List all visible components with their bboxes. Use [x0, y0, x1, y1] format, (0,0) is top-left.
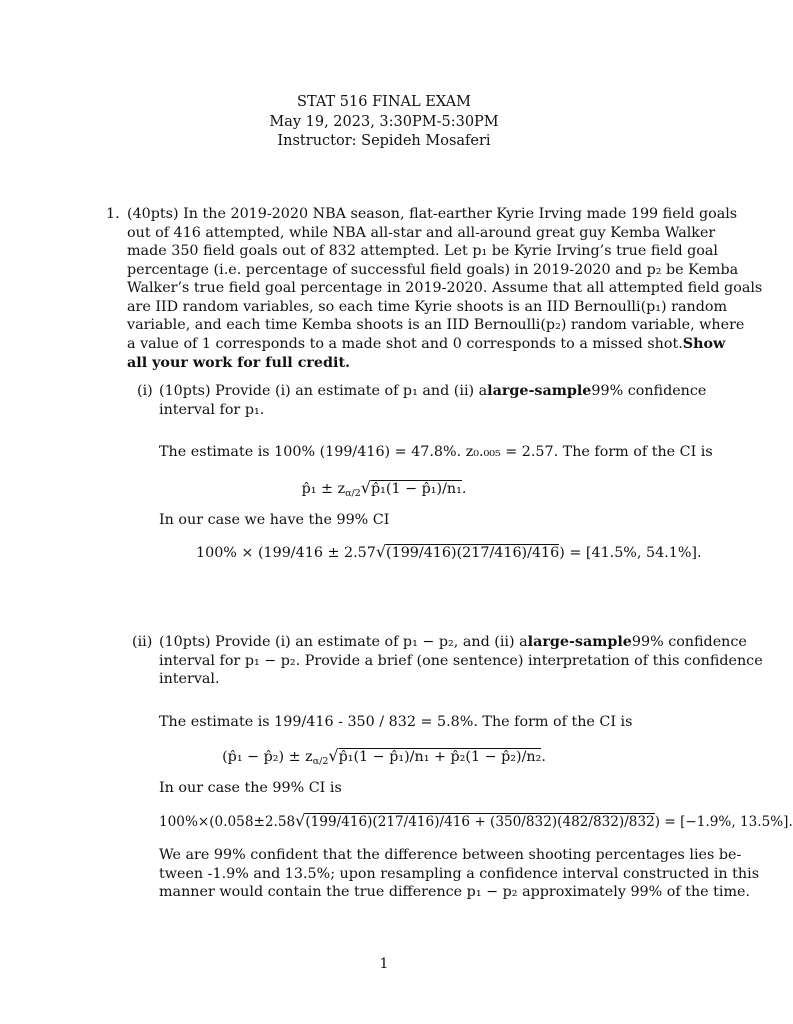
part-i-calculation — [196, 543, 702, 563]
formula-radicand: p̂₁(1 − p̂₁)/n₁ + p̂₂(1 − p̂₂)/n₂ — [338, 749, 542, 765]
part-ii-q-text: (10pts) Provide (i) an estimate of p₁ − p₂, and (ii) a — [159, 634, 528, 650]
part-i-estimate: The estimate is 100% (199/416) = 47.8%. z₀.₀₀₅ = 2.57. The form of the CI is — [159, 444, 713, 460]
question-number: 1. — [106, 206, 120, 222]
part-ii-question-line3: interval. — [159, 671, 220, 687]
formula-radicand: p̂₁(1 − p̂₁)/n₁ — [370, 481, 462, 497]
q1-line: made 350 field goals out of 832 attempted. Let p₁ be Kyrie Irving’s true field goal — [127, 243, 719, 259]
q1-line: are IID random variables, so each time Kyrie shoots is an IID Bernoulli(p₁) random — [127, 299, 728, 315]
part-ii-question-line1 — [159, 633, 747, 652]
exam-instructor: Instructor: Sepideh Mosaferi — [277, 133, 491, 149]
q1-line-last — [127, 335, 726, 354]
part-ii-question-line2: interval for p₁ − p₂. Provide a brief (one sentence) interpretation of this confidence — [159, 653, 763, 669]
sqrt-icon: √ — [328, 746, 339, 765]
sqrt-icon: √ — [295, 811, 306, 830]
part-ii-formula — [0, 746, 768, 765]
q1-line: percentage (i.e. percentage of successful field goals) in 2019-2020 and p₂ be Kemba — [127, 262, 739, 278]
calc-text: 100%×(0.058±2.58 — [159, 814, 296, 830]
q1-line: a value of 1 corresponds to a made shot and 0 corresponds to a missed shot. — [127, 336, 683, 352]
q1-bold-instruction: Show — [682, 336, 726, 352]
part-ii-calculation — [159, 812, 793, 832]
q1-line: variable, and each time Kemba shoots is an IID Bernoulli(p₂) random variable, where — [127, 317, 745, 333]
sqrt-icon: √ — [360, 478, 371, 497]
formula-sub: α/2 — [345, 488, 361, 499]
part-i-q-bold: large-sample — [487, 383, 592, 399]
part-i-label: (i) — [137, 383, 153, 399]
formula-end: . — [541, 749, 546, 765]
part-i-formula — [0, 478, 768, 497]
part-ii-q-text-end: 99% confidence — [631, 634, 747, 650]
part-ii-interpretation-line: manner would contain the true difference p₁ − p₂ approximately 99% of the time. — [159, 884, 751, 900]
part-ii-interpretation-line: tween -1.9% and 13.5%; upon resampling a confidence interval constructed in this — [159, 866, 760, 882]
exam-date: May 19, 2023, 3:30PM-5:30PM — [269, 113, 499, 130]
formula-text: (p̂₁ − p̂₂) ± z — [222, 749, 313, 765]
part-i-question-line1 — [159, 382, 707, 401]
calc-result: ) = [−1.9%, 13.5%]. — [654, 814, 793, 830]
q1-line: Walker’s true field goal percentage in 2019-2020. Assume that all attempted field goals — [127, 280, 763, 296]
part-i-question-line2: interval for p₁. — [159, 402, 265, 418]
q1-line: (40pts) In the 2019-2020 NBA season, flat-earther Kyrie Irving made 199 field goals — [127, 206, 738, 222]
part-i-q-text-end: 99% confidence — [591, 383, 707, 399]
calc-radicand: (199/416)(217/416)/416 — [386, 545, 560, 561]
exam-header — [0, 93, 768, 152]
calc-radicand: (199/416)(217/416)/416 + (350/832)(482/832)/832 — [305, 814, 655, 830]
part-ii-interpretation-line: We are 99% confident that the difference between shooting percentages lies be- — [159, 847, 742, 863]
exam-title: STAT 516 FINAL EXAM — [297, 94, 471, 110]
sqrt-icon: √ — [375, 542, 387, 561]
q1-bold-instruction-2: all your work for full credit. — [127, 355, 351, 371]
part-ii-estimate: The estimate is 199/416 - 350 / 832 = 5.8%. The form of the CI is — [159, 714, 633, 730]
part-ii-label: (ii) — [132, 634, 153, 650]
page-number: 1 — [379, 956, 389, 972]
calc-text: 100% × (199/416 ± 2.57 — [196, 545, 376, 561]
part-i-q-text: (10pts) Provide (i) an estimate of p₁ and (ii) a — [159, 383, 488, 399]
part-ii-q-bold: large-sample — [527, 634, 632, 650]
q1-line: out of 416 attempted, while NBA all-star and all-around great guy Kemba Walker — [127, 225, 716, 241]
calc-result: ) = [41.5%, 54.1%]. — [559, 545, 702, 561]
formula-end: . — [461, 481, 467, 497]
q1-bold-line — [127, 354, 350, 373]
part-i-case: In our case we have the 99% CI — [159, 512, 390, 528]
formula-text: p̂₁ ± z — [301, 481, 346, 497]
part-ii-case: In our case the 99% CI is — [159, 780, 342, 796]
formula-sub: α/2 — [312, 756, 329, 767]
